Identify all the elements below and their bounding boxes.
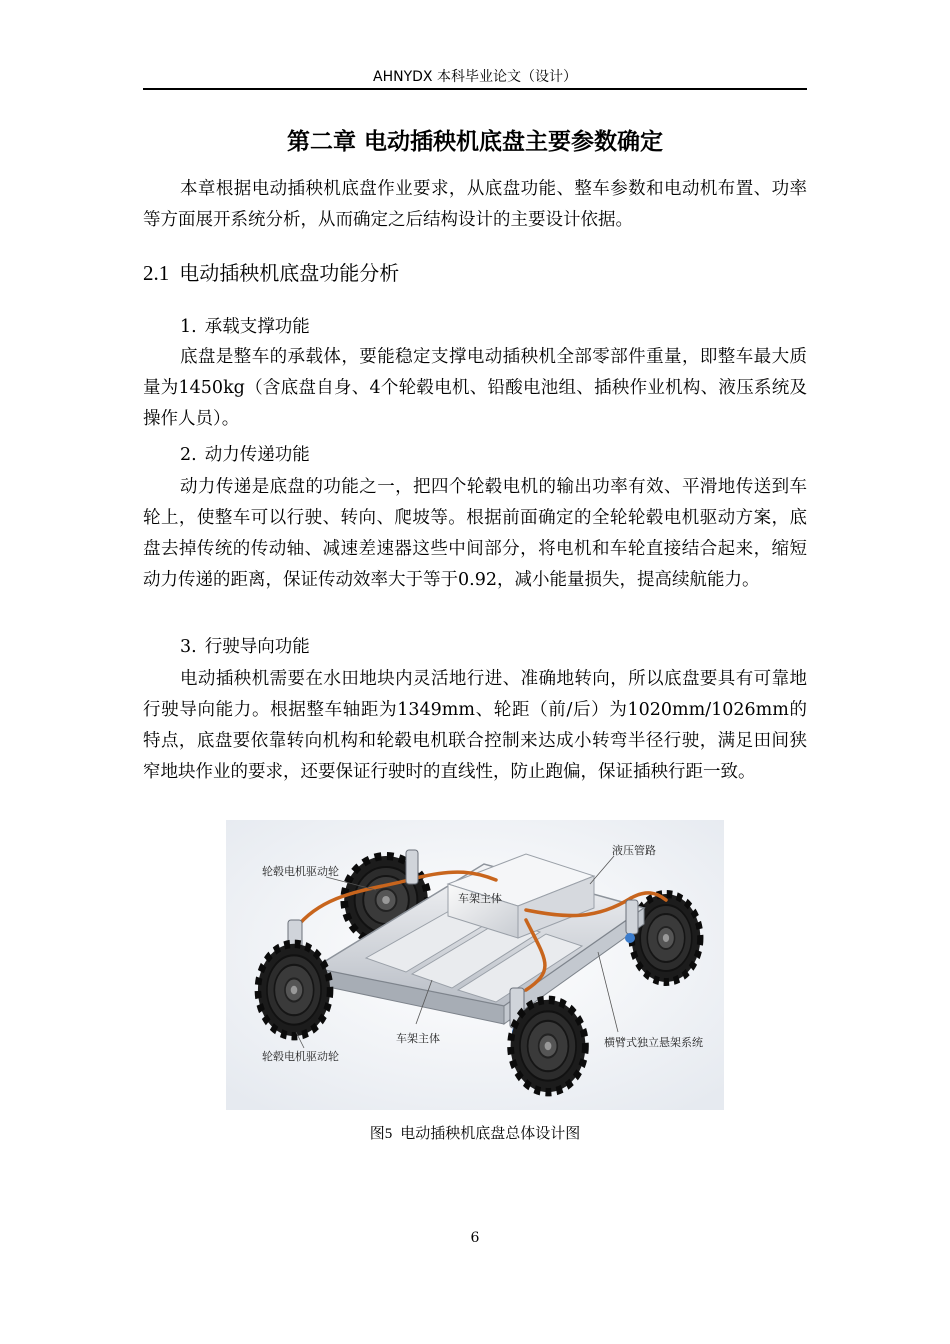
item-body-1: 底盘是整车的承载体，要能稳定支撑电动插秧机全部零部件重量，即整车最大质量为1450kg（含底盘自身、4个轮毂电机、铅酸电池组、插秧作业机构、液压系统及操作人员）。	[143, 347, 807, 429]
wheel-front-left	[258, 944, 330, 1036]
intro-paragraph: 本章根据电动插秧机底盘作业要求，从底盘功能、整车参数和电动机布置、功率等方面展开系统分析，从而确定之后结构设计的主要设计依据。	[143, 179, 807, 230]
figure-caption-text: 电动插秧机底盘总体设计图	[400, 1124, 581, 1142]
item-heading-1	[180, 312, 310, 342]
item-heading-2	[180, 440, 310, 470]
item-title: 行驶导向功能	[204, 637, 310, 657]
wheel-front-right	[511, 1000, 586, 1092]
item-title: 承载支撑功能	[204, 317, 310, 337]
item-number: 1.	[180, 317, 197, 337]
item-body-2: 动力传递是底盘的功能之一，把四个轮毂电机的输出功率有效、平滑地传送到车轮上，使整车可以行驶、转向、爬坡等。根据前面确定的全轮轮毂电机驱动方案，底盘去掉传统的传动轴、减速差速器这些中间部分，将电机和车轮直接结合起来，缩短动力传递的距离，保证传动效率大于等于0.92，减小能量损失，提高续航能力。	[143, 477, 807, 590]
item-number: 3.	[180, 637, 197, 657]
item-body-3: 电动插秧机需要在水田地块内灵活地行进、准确地转向，所以底盘要具有可靠地行驶导向能力。根据整车轴距为1349mm、轮距（前/后）为1020mm/1026mm的特点，底盘要依靠转向机构和轮毂电机联合控制来达成小转弯半径行驶，满足田间狭窄地块作业的要求，还要保证行驶时的直线性，防止跑偏，保证插秧行距一致。	[143, 669, 807, 782]
page-number: 6	[470, 1230, 480, 1246]
chapter-title: 第二章 电动插秧机底盘主要参数确定	[286, 129, 663, 155]
label-frame-top: 车架主体	[458, 892, 502, 905]
figure-caption	[143, 1122, 807, 1145]
item-heading-3	[180, 632, 310, 662]
header-rule	[143, 88, 807, 90]
item-title: 动力传递功能	[204, 445, 310, 465]
label-wheel-top: 轮毂电机驱动轮	[262, 865, 339, 878]
running-header: AHNYDX 本科毕业论文（设计）	[373, 69, 577, 85]
section-number: 2.1	[143, 261, 170, 285]
chassis-figure	[226, 820, 724, 1110]
label-suspension: 横臂式独立悬架系统	[604, 1036, 703, 1049]
label-wheel-bottom: 轮毂电机驱动轮	[262, 1050, 339, 1063]
section-heading	[143, 258, 807, 288]
label-frame-bottom: 车架主体	[396, 1032, 440, 1045]
figure-number: 图5	[369, 1126, 393, 1142]
label-hydraulic: 液压管路	[612, 844, 656, 857]
section-title-text: 电动插秧机底盘功能分析	[179, 261, 400, 285]
item-number: 2.	[180, 445, 197, 465]
